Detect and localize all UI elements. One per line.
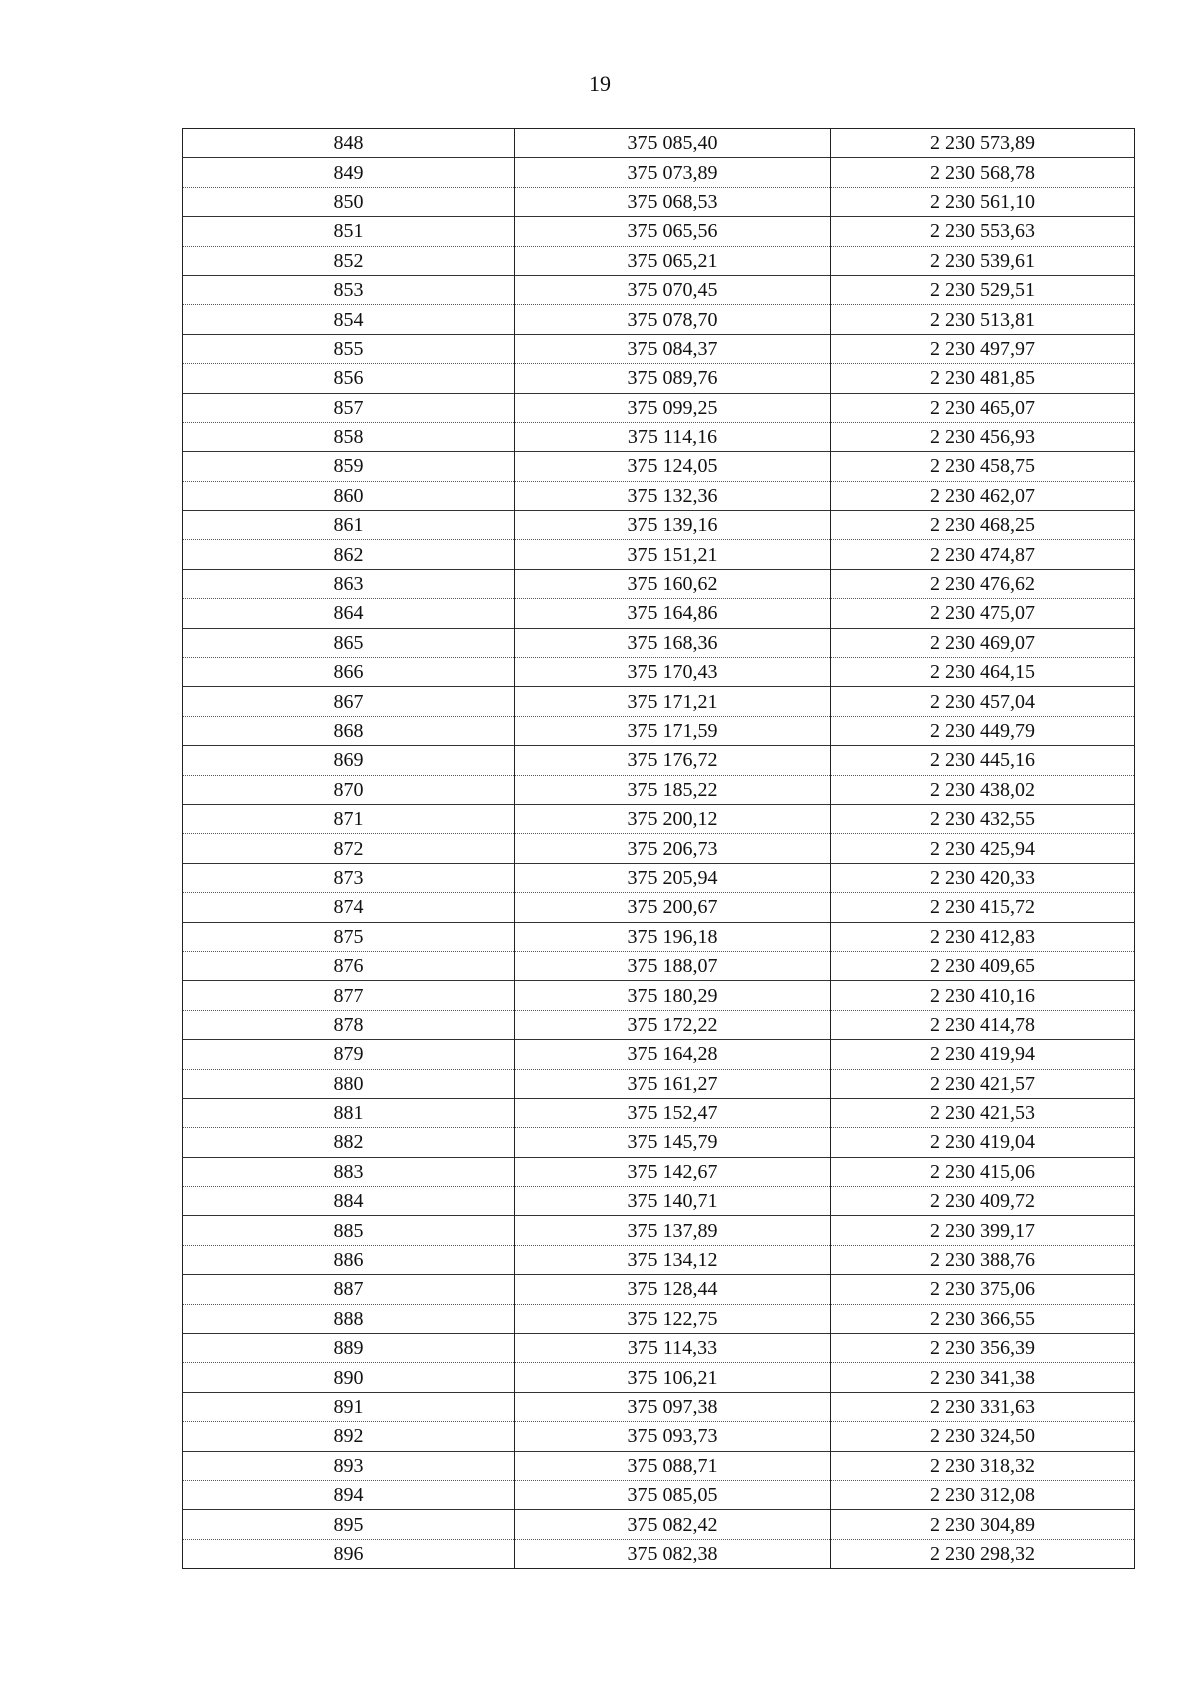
x-coordinate-cell: 375 097,38 xyxy=(515,1392,831,1421)
y-coordinate-cell: 2 230 414,78 xyxy=(831,1010,1135,1039)
x-coordinate-cell: 375 145,79 xyxy=(515,1128,831,1157)
y-coordinate-cell: 2 230 456,93 xyxy=(831,422,1135,451)
point-number-cell: 877 xyxy=(183,981,515,1010)
x-coordinate-cell: 375 151,21 xyxy=(515,540,831,569)
table-row xyxy=(183,187,1135,216)
y-coordinate-cell: 2 230 468,25 xyxy=(831,511,1135,540)
y-coordinate-cell: 2 230 421,53 xyxy=(831,1098,1135,1127)
x-coordinate-cell: 375 114,16 xyxy=(515,422,831,451)
point-number-cell: 851 xyxy=(183,217,515,246)
y-coordinate-cell: 2 230 312,08 xyxy=(831,1480,1135,1509)
x-coordinate-cell: 375 065,21 xyxy=(515,246,831,275)
y-coordinate-cell: 2 230 375,06 xyxy=(831,1275,1135,1304)
x-coordinate-cell: 375 196,18 xyxy=(515,922,831,951)
table-row xyxy=(183,246,1135,275)
table-row xyxy=(183,1040,1135,1069)
point-number-cell: 849 xyxy=(183,158,515,187)
y-coordinate-cell: 2 230 420,33 xyxy=(831,863,1135,892)
y-coordinate-cell: 2 230 513,81 xyxy=(831,305,1135,334)
y-coordinate-cell: 2 230 415,06 xyxy=(831,1157,1135,1186)
x-coordinate-cell: 375 180,29 xyxy=(515,981,831,1010)
table-row xyxy=(183,481,1135,510)
point-number-cell: 896 xyxy=(183,1539,515,1568)
table-row xyxy=(183,1451,1135,1480)
x-coordinate-cell: 375 168,36 xyxy=(515,628,831,657)
point-number-cell: 858 xyxy=(183,422,515,451)
y-coordinate-cell: 2 230 458,75 xyxy=(831,452,1135,481)
table-row xyxy=(183,1245,1135,1274)
point-number-cell: 864 xyxy=(183,599,515,628)
x-coordinate-cell: 375 206,73 xyxy=(515,834,831,863)
table-row xyxy=(183,1510,1135,1539)
y-coordinate-cell: 2 230 419,04 xyxy=(831,1128,1135,1157)
x-coordinate-cell: 375 085,40 xyxy=(515,129,831,158)
point-number-cell: 883 xyxy=(183,1157,515,1186)
x-coordinate-cell: 375 164,86 xyxy=(515,599,831,628)
page-number: 19 xyxy=(589,71,611,96)
table-row xyxy=(183,1363,1135,1392)
table-row xyxy=(183,1334,1135,1363)
y-coordinate-cell: 2 230 412,83 xyxy=(831,922,1135,951)
x-coordinate-cell: 375 205,94 xyxy=(515,863,831,892)
x-coordinate-cell: 375 089,76 xyxy=(515,364,831,393)
table-row xyxy=(183,1539,1135,1568)
y-coordinate-cell: 2 230 388,76 xyxy=(831,1245,1135,1274)
table-row xyxy=(183,540,1135,569)
table-row xyxy=(183,129,1135,158)
table-row xyxy=(183,599,1135,628)
y-coordinate-cell: 2 230 304,89 xyxy=(831,1510,1135,1539)
point-number-cell: 873 xyxy=(183,863,515,892)
x-coordinate-cell: 375 065,56 xyxy=(515,217,831,246)
table-row xyxy=(183,422,1135,451)
table-row xyxy=(183,804,1135,833)
table-row xyxy=(183,628,1135,657)
coordinates-table-body xyxy=(183,129,1135,1569)
coordinates-table xyxy=(182,128,1135,1569)
point-number-cell: 853 xyxy=(183,275,515,304)
x-coordinate-cell: 375 073,89 xyxy=(515,158,831,187)
table-row xyxy=(183,1275,1135,1304)
point-number-cell: 880 xyxy=(183,1069,515,1098)
point-number-cell: 875 xyxy=(183,922,515,951)
x-coordinate-cell: 375 152,47 xyxy=(515,1098,831,1127)
table-row xyxy=(183,981,1135,1010)
x-coordinate-cell: 375 128,44 xyxy=(515,1275,831,1304)
point-number-cell: 859 xyxy=(183,452,515,481)
point-number-cell: 848 xyxy=(183,129,515,158)
point-number-cell: 886 xyxy=(183,1245,515,1274)
y-coordinate-cell: 2 230 318,32 xyxy=(831,1451,1135,1480)
table-row xyxy=(183,1157,1135,1186)
y-coordinate-cell: 2 230 410,16 xyxy=(831,981,1135,1010)
y-coordinate-cell: 2 230 465,07 xyxy=(831,393,1135,422)
y-coordinate-cell: 2 230 415,72 xyxy=(831,893,1135,922)
y-coordinate-cell: 2 230 421,57 xyxy=(831,1069,1135,1098)
point-number-cell: 866 xyxy=(183,658,515,687)
y-coordinate-cell: 2 230 425,94 xyxy=(831,834,1135,863)
y-coordinate-cell: 2 230 331,63 xyxy=(831,1392,1135,1421)
table-row xyxy=(183,746,1135,775)
table-row xyxy=(183,452,1135,481)
y-coordinate-cell: 2 230 462,07 xyxy=(831,481,1135,510)
point-number-cell: 850 xyxy=(183,187,515,216)
y-coordinate-cell: 2 230 449,79 xyxy=(831,716,1135,745)
point-number-cell: 869 xyxy=(183,746,515,775)
y-coordinate-cell: 2 230 529,51 xyxy=(831,275,1135,304)
x-coordinate-cell: 375 161,27 xyxy=(515,1069,831,1098)
x-coordinate-cell: 375 172,22 xyxy=(515,1010,831,1039)
point-number-cell: 881 xyxy=(183,1098,515,1127)
point-number-cell: 893 xyxy=(183,1451,515,1480)
table-row xyxy=(183,569,1135,598)
point-number-cell: 870 xyxy=(183,775,515,804)
x-coordinate-cell: 375 084,37 xyxy=(515,334,831,363)
x-coordinate-cell: 375 134,12 xyxy=(515,1245,831,1274)
x-coordinate-cell: 375 068,53 xyxy=(515,187,831,216)
point-number-cell: 862 xyxy=(183,540,515,569)
x-coordinate-cell: 375 099,25 xyxy=(515,393,831,422)
table-row xyxy=(183,716,1135,745)
table-row xyxy=(183,893,1135,922)
y-coordinate-cell: 2 230 476,62 xyxy=(831,569,1135,598)
table-row xyxy=(183,658,1135,687)
point-number-cell: 857 xyxy=(183,393,515,422)
x-coordinate-cell: 375 164,28 xyxy=(515,1040,831,1069)
point-number-cell: 879 xyxy=(183,1040,515,1069)
point-number-cell: 871 xyxy=(183,804,515,833)
x-coordinate-cell: 375 140,71 xyxy=(515,1187,831,1216)
table-row xyxy=(183,217,1135,246)
point-number-cell: 861 xyxy=(183,511,515,540)
point-number-cell: 889 xyxy=(183,1334,515,1363)
table-row xyxy=(183,863,1135,892)
table-row xyxy=(183,1187,1135,1216)
x-coordinate-cell: 375 188,07 xyxy=(515,951,831,980)
x-coordinate-cell: 375 160,62 xyxy=(515,569,831,598)
table-row xyxy=(183,511,1135,540)
y-coordinate-cell: 2 230 573,89 xyxy=(831,129,1135,158)
x-coordinate-cell: 375 185,22 xyxy=(515,775,831,804)
table-row xyxy=(183,158,1135,187)
table-row xyxy=(183,922,1135,951)
point-number-cell: 856 xyxy=(183,364,515,393)
x-coordinate-cell: 375 070,45 xyxy=(515,275,831,304)
y-coordinate-cell: 2 230 561,10 xyxy=(831,187,1135,216)
table-row xyxy=(183,775,1135,804)
y-coordinate-cell: 2 230 457,04 xyxy=(831,687,1135,716)
y-coordinate-cell: 2 230 497,97 xyxy=(831,334,1135,363)
point-number-cell: 852 xyxy=(183,246,515,275)
table-row xyxy=(183,393,1135,422)
point-number-cell: 865 xyxy=(183,628,515,657)
x-coordinate-cell: 375 132,36 xyxy=(515,481,831,510)
y-coordinate-cell: 2 230 341,38 xyxy=(831,1363,1135,1392)
x-coordinate-cell: 375 171,59 xyxy=(515,716,831,745)
point-number-cell: 854 xyxy=(183,305,515,334)
point-number-cell: 882 xyxy=(183,1128,515,1157)
table-row xyxy=(183,951,1135,980)
y-coordinate-cell: 2 230 475,07 xyxy=(831,599,1135,628)
x-coordinate-cell: 375 200,12 xyxy=(515,804,831,833)
y-coordinate-cell: 2 230 432,55 xyxy=(831,804,1135,833)
y-coordinate-cell: 2 230 481,85 xyxy=(831,364,1135,393)
table-row xyxy=(183,1098,1135,1127)
point-number-cell: 888 xyxy=(183,1304,515,1333)
point-number-cell: 892 xyxy=(183,1422,515,1451)
x-coordinate-cell: 375 106,21 xyxy=(515,1363,831,1392)
y-coordinate-cell: 2 230 409,65 xyxy=(831,951,1135,980)
table-row xyxy=(183,1128,1135,1157)
point-number-cell: 885 xyxy=(183,1216,515,1245)
point-number-cell: 860 xyxy=(183,481,515,510)
x-coordinate-cell: 375 171,21 xyxy=(515,687,831,716)
table-row xyxy=(183,275,1135,304)
table-row xyxy=(183,1069,1135,1098)
y-coordinate-cell: 2 230 474,87 xyxy=(831,540,1135,569)
y-coordinate-cell: 2 230 356,39 xyxy=(831,1334,1135,1363)
x-coordinate-cell: 375 176,72 xyxy=(515,746,831,775)
table-row xyxy=(183,305,1135,334)
table-row xyxy=(183,834,1135,863)
table-row xyxy=(183,687,1135,716)
point-number-cell: 890 xyxy=(183,1363,515,1392)
x-coordinate-cell: 375 124,05 xyxy=(515,452,831,481)
y-coordinate-cell: 2 230 298,32 xyxy=(831,1539,1135,1568)
y-coordinate-cell: 2 230 409,72 xyxy=(831,1187,1135,1216)
table-row xyxy=(183,334,1135,363)
table-row xyxy=(183,364,1135,393)
point-number-cell: 868 xyxy=(183,716,515,745)
x-coordinate-cell: 375 170,43 xyxy=(515,658,831,687)
y-coordinate-cell: 2 230 568,78 xyxy=(831,158,1135,187)
point-number-cell: 872 xyxy=(183,834,515,863)
point-number-cell: 891 xyxy=(183,1392,515,1421)
y-coordinate-cell: 2 230 553,63 xyxy=(831,217,1135,246)
x-coordinate-cell: 375 114,33 xyxy=(515,1334,831,1363)
x-coordinate-cell: 375 139,16 xyxy=(515,511,831,540)
y-coordinate-cell: 2 230 464,15 xyxy=(831,658,1135,687)
point-number-cell: 894 xyxy=(183,1480,515,1509)
y-coordinate-cell: 2 230 438,02 xyxy=(831,775,1135,804)
x-coordinate-cell: 375 082,42 xyxy=(515,1510,831,1539)
point-number-cell: 863 xyxy=(183,569,515,598)
y-coordinate-cell: 2 230 445,16 xyxy=(831,746,1135,775)
point-number-cell: 876 xyxy=(183,951,515,980)
y-coordinate-cell: 2 230 399,17 xyxy=(831,1216,1135,1245)
x-coordinate-cell: 375 093,73 xyxy=(515,1422,831,1451)
table-row xyxy=(183,1480,1135,1509)
y-coordinate-cell: 2 230 324,50 xyxy=(831,1422,1135,1451)
point-number-cell: 887 xyxy=(183,1275,515,1304)
y-coordinate-cell: 2 230 366,55 xyxy=(831,1304,1135,1333)
table-row xyxy=(183,1216,1135,1245)
y-coordinate-cell: 2 230 419,94 xyxy=(831,1040,1135,1069)
x-coordinate-cell: 375 088,71 xyxy=(515,1451,831,1480)
table-row xyxy=(183,1422,1135,1451)
x-coordinate-cell: 375 142,67 xyxy=(515,1157,831,1186)
x-coordinate-cell: 375 200,67 xyxy=(515,893,831,922)
point-number-cell: 874 xyxy=(183,893,515,922)
y-coordinate-cell: 2 230 539,61 xyxy=(831,246,1135,275)
point-number-cell: 884 xyxy=(183,1187,515,1216)
x-coordinate-cell: 375 137,89 xyxy=(515,1216,831,1245)
x-coordinate-cell: 375 085,05 xyxy=(515,1480,831,1509)
point-number-cell: 878 xyxy=(183,1010,515,1039)
y-coordinate-cell: 2 230 469,07 xyxy=(831,628,1135,657)
x-coordinate-cell: 375 078,70 xyxy=(515,305,831,334)
table-row xyxy=(183,1392,1135,1421)
point-number-cell: 855 xyxy=(183,334,515,363)
x-coordinate-cell: 375 122,75 xyxy=(515,1304,831,1333)
point-number-cell: 867 xyxy=(183,687,515,716)
point-number-cell: 895 xyxy=(183,1510,515,1539)
x-coordinate-cell: 375 082,38 xyxy=(515,1539,831,1568)
table-row xyxy=(183,1010,1135,1039)
table-row xyxy=(183,1304,1135,1333)
